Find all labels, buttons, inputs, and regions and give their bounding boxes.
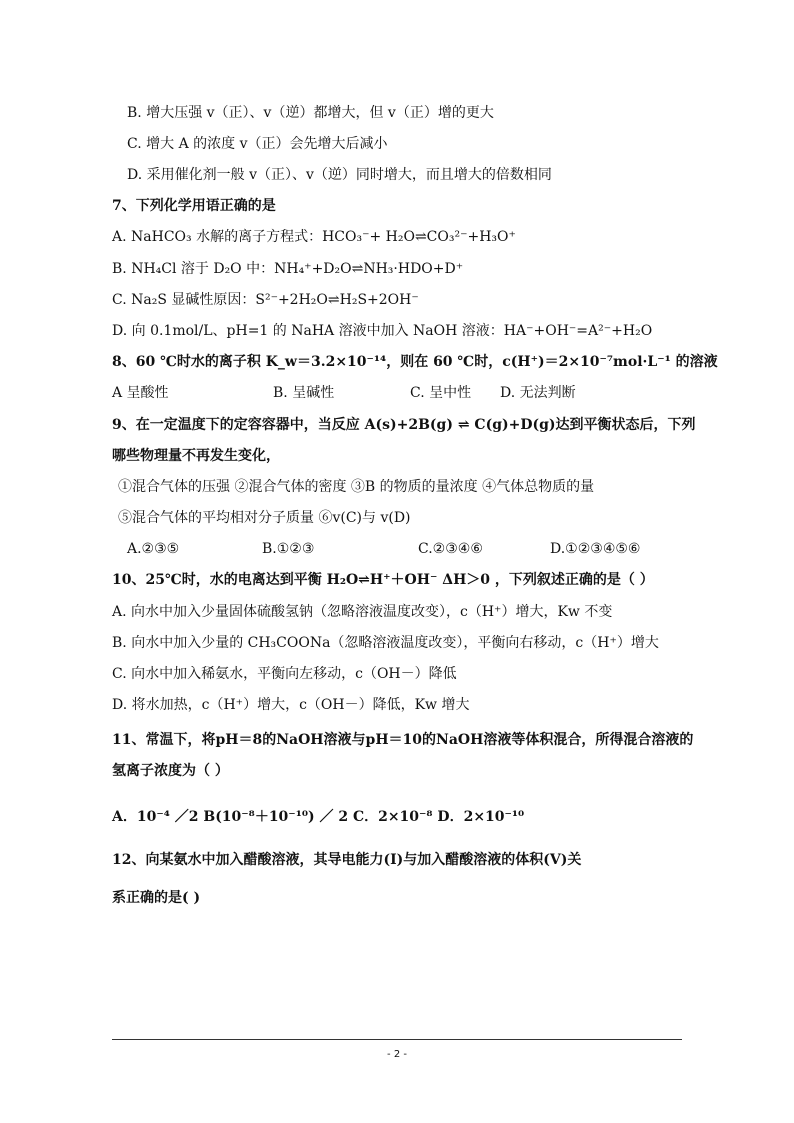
q10-option-b: B. 向水中加入少量的 CH₃COONa（忽略溶液温度改变），平衡向右移动，c（H⁺）增大 xyxy=(112,635,659,651)
q10-stem: 10、25℃时，水的电离达到平衡 H₂O⇌H⁺＋OH⁻ ΔH＞0 ，下列叙述正确的是（ ） xyxy=(112,572,654,588)
q8-option-b: B. 呈碱性 xyxy=(273,385,335,401)
q9-items-line2: ⑤混合气体的平均相对分子质量 ⑥v(C)与 v(D) xyxy=(118,510,411,526)
q9-option-c: C.②③④⑥ xyxy=(418,541,483,557)
q6-option-b: B. 增大压强 v（正）、v（逆）都增大，但 v（正）增的更大 xyxy=(127,105,494,121)
q11-options: A．10⁻⁴ ／2 B(10⁻⁸＋10⁻¹⁰) ／ 2 C．2×10⁻⁸ D．2×10⁻¹⁰ xyxy=(112,809,525,825)
q8-option-d: D. 无法判断 xyxy=(500,385,576,401)
q12-stem-line2: 系正确的是( ) xyxy=(112,890,201,906)
q11-stem-line1: 11、常温下，将pH＝8的NaOH溶液与pH＝10的NaOH溶液等体积混合，所得混合溶液的 xyxy=(112,732,694,748)
footer-rule xyxy=(112,1039,682,1040)
q9-option-b: B.①②③ xyxy=(262,541,315,557)
q9-stem-line2: 哪些物理量不再发生变化， xyxy=(112,448,280,464)
q7-option-d: D. 向 0.1mol/L、pH=1 的 NaHA 溶液中加入 NaOH 溶液：HA⁻+OH⁻=A²⁻+H₂O xyxy=(112,323,653,339)
q10-option-c: C. 向水中加入稀氨水，平衡向左移动，c（OH－）降低 xyxy=(112,666,457,682)
q8-stem: 8、60 ℃时水的离子积 K_w＝3.2×10⁻¹⁴，则在 60 ℃时，c(H⁺)＝2×10⁻⁷mol·L⁻¹ 的溶液 xyxy=(112,354,718,370)
q8-option-c: C. 呈中性 xyxy=(410,385,472,401)
q12-stem-line1: 12、向某氨水中加入醋酸溶液，其导电能力(I)与加入醋酸溶液的体积(V)关 xyxy=(112,852,582,868)
q10-option-d: D. 将水加热，c（H⁺）增大，c（OH－）降低，Kw 增大 xyxy=(112,697,470,713)
q9-option-a: A.②③⑤ xyxy=(127,541,180,557)
q6-option-c: C. 增大 A 的浓度 v（正）会先增大后减小 xyxy=(127,136,388,152)
q8-option-a: A 呈酸性 xyxy=(112,385,169,401)
q9-stem-line1: 9、在一定温度下的定容容器中，当反应 A(s)+2B(g) ⇌ C(g)+D(g)达到平衡状态后，下列 xyxy=(112,417,696,433)
q7-stem: 7、下列化学用语正确的是 xyxy=(112,198,276,214)
q9-items-line1: ①混合气体的压强 ②混合气体的密度 ③B 的物质的量浓度 ④气体总物质的量 xyxy=(118,479,595,495)
q7-option-b: B. NH₄Cl 溶于 D₂O 中：NH₄⁺+D₂O⇌NH₃·HDO+D⁺ xyxy=(112,261,464,277)
page-number: - 2 - xyxy=(387,1049,407,1060)
q9-option-d: D.①②③④⑤⑥ xyxy=(550,541,641,557)
q10-option-a: A. 向水中加入少量固体硫酸氢钠（忽略溶液温度改变），c（H⁺）增大，Kw 不变 xyxy=(112,604,613,620)
q7-option-a: A. NaHCO₃ 水解的离子方程式：HCO₃⁻+ H₂O⇌CO₃²⁻+H₃O⁺ xyxy=(112,229,516,245)
q7-option-c: C. Na₂S 显碱性原因：S²⁻+2H₂O⇌H₂S+2OH⁻ xyxy=(112,292,419,308)
q6-option-d: D. 采用催化剂一般 v（正）、v（逆）同时增大，而且增大的倍数相同 xyxy=(127,167,552,183)
q11-stem-line2: 氢离子浓度为（ ） xyxy=(112,763,229,779)
